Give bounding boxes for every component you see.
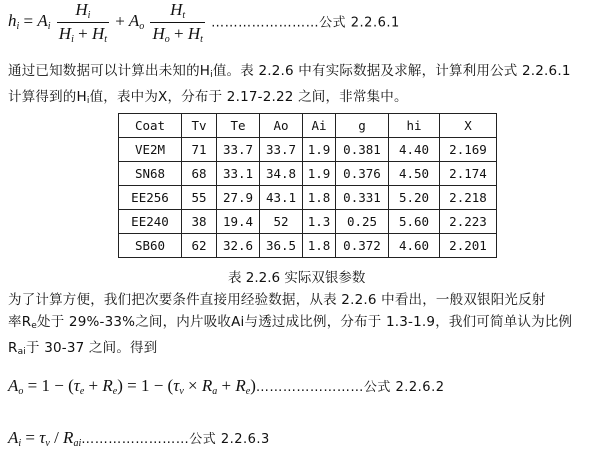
table-caption: 表 2.2.6 实际双银参数 (228, 270, 366, 286)
table-cell: 68 (182, 162, 217, 186)
table-cell: 0.381 (336, 138, 389, 162)
eq3-label: 公式 2.2.6.3 (189, 432, 270, 447)
table-cell: 0.376 (336, 162, 389, 186)
table-cell: 2.201 (440, 234, 497, 258)
table-cell: 2.223 (440, 210, 497, 234)
eq1-dots: …………………… (211, 15, 320, 31)
col-header-tv: Tv (182, 114, 217, 138)
table-cell: SB60 (119, 234, 182, 258)
table-cell: 34.8 (260, 162, 303, 186)
paragraph-2-line-1: 为了计算方便，我们把次要条件直接用经验数据，从表 2.2.6 中看出，一般双银阳光反射 (8, 292, 546, 308)
table-cell: 19.4 (217, 210, 260, 234)
eq3-dots: …………………… (81, 432, 190, 447)
col-header-ao: Ao (260, 114, 303, 138)
equation-2-2-6-1: $h_i = A_i$ $\frac{H_i}{H_i + H_t}$ + $A_o$ $\frac{H_t}{H_o + H_t}$ ……………………公式 2.2.6.1 (8, 0, 400, 45)
table-cell: 1.3 (303, 210, 336, 234)
col-header-hi: hi (389, 114, 440, 138)
table-cell: 4.40 (389, 138, 440, 162)
table-cell: 5.60 (389, 210, 440, 234)
paragraph-1-line-1: 通过已知数据可以计算出未知的Hi值。表 2.2.6 中有实际数据及求解，计算利用公式 2.2.6.1 (8, 63, 571, 80)
table-cell: 33.7 (217, 138, 260, 162)
equation-2-2-6-3: $A_i = \tau_v$ / $R_{ai}\dots\dots\dots\dots\dots\dots\dots\dots$公式 2.2.6.3 (8, 428, 270, 449)
table-header-row (119, 114, 497, 138)
paragraph-2-line-2: 率Re处于 29%-33%之间，内片吸收Ai与透过成比例，分布于 1.3-1.9，我们可简单认为比例 (8, 314, 573, 331)
table-cell: 5.20 (389, 186, 440, 210)
eq1-coef-ao: $A_o$ (128, 11, 145, 33)
eq1-coef-ai: $A_i$ (37, 11, 51, 33)
table-cell: 33.1 (217, 162, 260, 186)
table-cell: 36.5 (260, 234, 303, 258)
table-row (119, 210, 497, 234)
paragraph-1 (8, 60, 571, 112)
table-cell: 71 (182, 138, 217, 162)
table-cell: 55 (182, 186, 217, 210)
table-cell: 43.1 (260, 186, 303, 210)
eq1-fraction-1: $\frac{H_i}{H_i + H_t}$ (58, 0, 108, 45)
table-row (119, 138, 497, 162)
paragraph-2 (8, 289, 572, 363)
equation-2-2-6-2: $A_o = 1 - (\tau_e + R_e) = 1 - (\tau_v \times R_a$ + $R_e)\dots\dots\dots\dots\dots\dots\dots\dots$公式 2.2.6.2 (8, 376, 445, 397)
table-cell: 52 (260, 210, 303, 234)
parameters-table (118, 113, 497, 258)
table-cell: 1.9 (303, 162, 336, 186)
table-cell: 2.218 (440, 186, 497, 210)
paragraph-2-line-3: Rai于 30-37 之间。得到 (8, 340, 158, 357)
table-cell: 33.7 (260, 138, 303, 162)
table-row (119, 162, 497, 186)
table-cell: 2.169 (440, 138, 497, 162)
table-cell: 4.50 (389, 162, 440, 186)
table-cell: 1.9 (303, 138, 336, 162)
paragraph-1-line-2: 计算得到的Hi值，表中为X，分布于 2.17-2.22 之间，非常集中。 (8, 89, 408, 106)
table-cell: 4.60 (389, 234, 440, 258)
table-cell: 0.372 (336, 234, 389, 258)
table-cell: EE256 (119, 186, 182, 210)
table-cell: EE240 (119, 210, 182, 234)
table-row (119, 234, 497, 258)
col-header-coat: Coat (119, 114, 182, 138)
col-header-g: g (336, 114, 389, 138)
table-cell: 2.174 (440, 162, 497, 186)
table-cell: 38 (182, 210, 217, 234)
eq2-dots: …………………… (255, 380, 364, 395)
table-cell: 0.331 (336, 186, 389, 210)
eq2-label: 公式 2.2.6.2 (363, 380, 445, 395)
table-cell: 62 (182, 234, 217, 258)
col-header-te: Te (217, 114, 260, 138)
table-row (119, 186, 497, 210)
col-header-ai: Ai (303, 114, 336, 138)
eq1-lhs: $h_i$ (8, 11, 20, 33)
table-cell: 1.8 (303, 234, 336, 258)
table-cell: 1.8 (303, 186, 336, 210)
table-cell: SN68 (119, 162, 182, 186)
table-cell: 32.6 (217, 234, 260, 258)
eq1-label: 公式 2.2.6.1 (319, 15, 400, 31)
eq1-fraction-2: $\frac{H_t}{H_o + H_t}$ (152, 0, 203, 45)
table-cell: 27.9 (217, 186, 260, 210)
table-cell: VE2M (119, 138, 182, 162)
table-cell: 0.25 (336, 210, 389, 234)
col-header-x: X (440, 114, 497, 138)
